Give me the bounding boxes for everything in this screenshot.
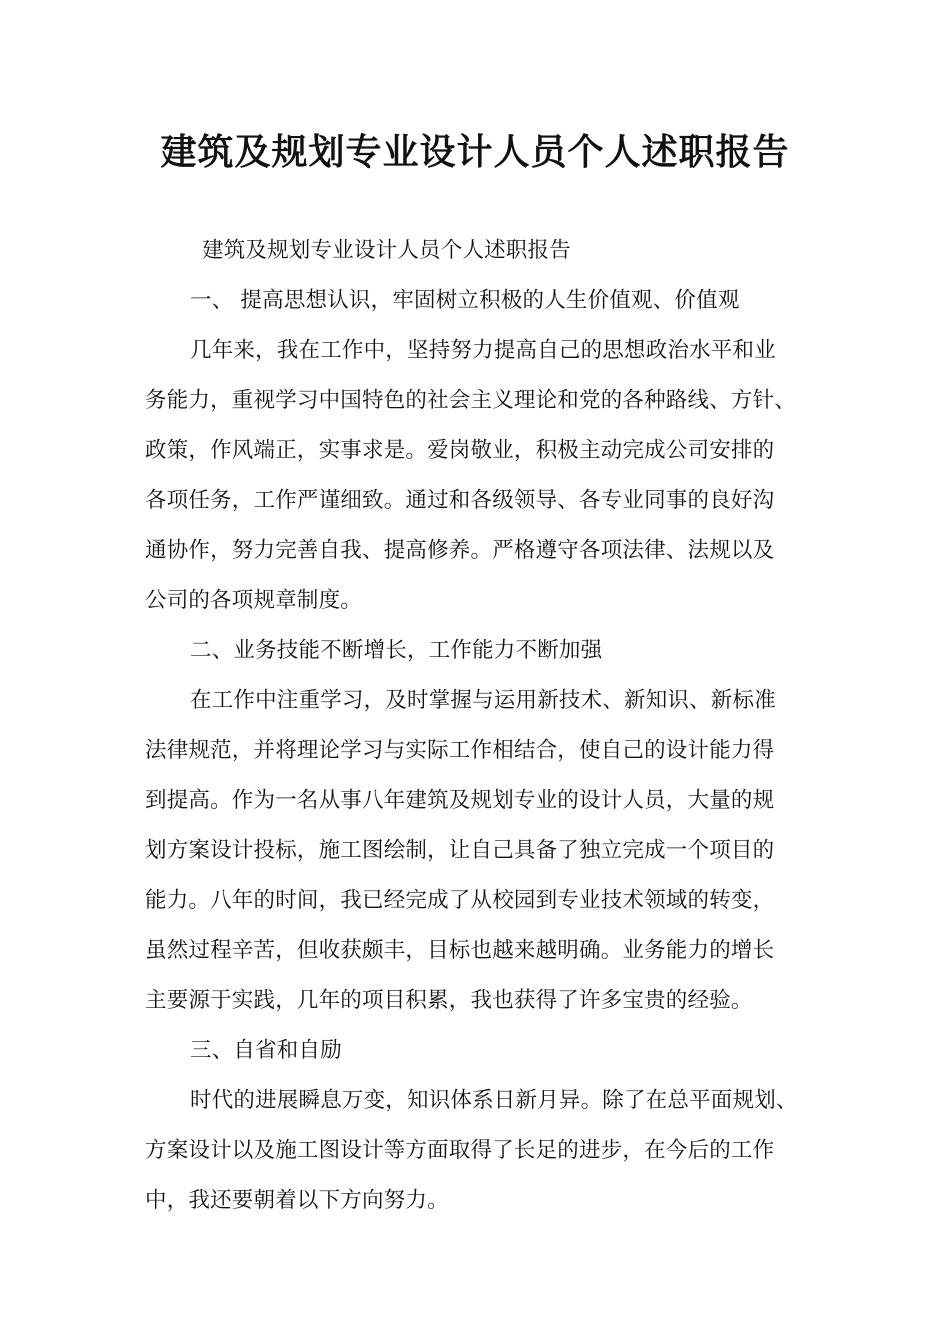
paragraph-line: 在工作中注重学习，及时掌握与运用新技术、新知识、新标准 xyxy=(190,688,776,713)
section-heading-1: 一、 提高思想认识，牢固树立积极的人生价值观、价值观 xyxy=(190,288,740,313)
paragraph-line: 政策，作风端正，实事求是。爱岗敬业，积极主动完成公司安排的 xyxy=(145,438,775,463)
paragraph-line: 务能力，重视学习中国特色的社会主义理论和党的各种路线、方针、 xyxy=(145,388,797,413)
paragraph-line: 几年来，我在工作中，坚持努力提高自己的思想政治水平和业 xyxy=(190,338,776,363)
paragraph-line: 各项任务，工作严谨细致。通过和各级领导、各专业同事的良好沟 xyxy=(145,488,775,513)
paragraph-line: 公司的各项规章制度。 xyxy=(145,588,363,613)
paragraph-line: 中，我还要朝着以下方向努力。 xyxy=(145,1188,449,1213)
document-title: 建筑及规划专业设计人员个人述职报告 xyxy=(160,131,790,173)
paragraph-line: 通协作，努力完善自我、提高修养。严格遵守各项法律、法规以及 xyxy=(145,538,775,563)
subtitle-line: 建筑及规划专业设计人员个人述职报告 xyxy=(202,238,571,263)
paragraph-line: 法律规范，并将理论学习与实际工作相结合，使自己的设计能力得 xyxy=(145,738,775,763)
paragraph-line: 方案设计以及施工图设计等方面取得了长足的进步，在今后的工作 xyxy=(145,1138,775,1163)
section-heading-3: 三、自省和自励 xyxy=(190,1038,342,1063)
section-heading-2: 二、业务技能不断增长，工作能力不断加强 xyxy=(190,638,603,663)
paragraph-line: 主要源于实践，几年的项目积累，我也获得了许多宝贵的经验。 xyxy=(145,988,753,1013)
paragraph-line: 虽然过程辛苦，但收获颇丰，目标也越来越明确。业务能力的增长 xyxy=(145,938,775,963)
paragraph-line: 划方案设计投标，施工图绘制，让自己具备了独立完成一个项目的 xyxy=(145,838,775,863)
paragraph-line: 到提高。作为一名从事八年建筑及规划专业的设计人员，大量的规 xyxy=(145,788,775,813)
paragraph-line: 能力。八年的时间，我已经完成了从校园到专业技术领域的转变， xyxy=(145,888,775,913)
paragraph-line: 时代的进展瞬息万变，知识体系日新月异。除了在总平面规划、 xyxy=(190,1088,798,1113)
